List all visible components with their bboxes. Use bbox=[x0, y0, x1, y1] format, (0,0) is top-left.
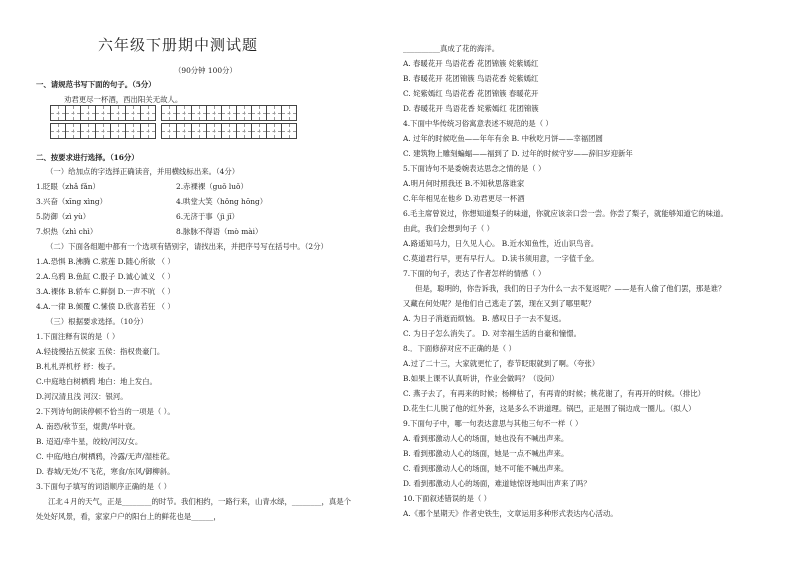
grid-cell bbox=[80, 123, 96, 139]
grid-cell bbox=[95, 105, 111, 121]
right-line-10: C.年年相见在他乡 D.劝君更尽一杯酒 bbox=[403, 194, 525, 203]
left-line-28: C. 中庭/地白/树栖鸦，冷露/无声/湿桂花。 bbox=[36, 452, 175, 461]
right-line-13: A.路遥知马力，日久见人心。 B.近水知鱼性，近山识鸟音。 bbox=[403, 239, 599, 248]
right-line-21: A.过了二十三，大家就更忙了，春节眨眼就到了啊。（夸张） bbox=[403, 359, 600, 368]
left-line-14: （二）下面各组题中都有一个选项有错别字，请找出来，并把序号写在括号中。（2分） bbox=[46, 242, 328, 251]
right-line-12: 由此，我们会想到句子（ ） bbox=[403, 224, 495, 233]
left-line-11: 6.无济于事（jì jǐ） bbox=[176, 212, 240, 221]
writing-grid bbox=[50, 105, 296, 141]
grid-cell bbox=[65, 105, 81, 121]
left-line-30: 3.下面句子填写的词语顺序正确的是（ ） bbox=[36, 482, 172, 491]
right-line-6: A. 过年的时候吃鱼——年年有余 B. 中秋吃月饼——幸福团圆 bbox=[403, 134, 603, 143]
grid-cell bbox=[110, 105, 126, 121]
left-line-23: C.中庭地白树栖鸦 地白：地上发白。 bbox=[36, 377, 157, 386]
right-line-24: D.花生仁儿脱了他的红外套，这是多么不讲道理。锅巴，正是围了锅边成一圈儿。（拟人） bbox=[403, 404, 696, 413]
right-line-27: B. 看到那激动人心的场面，她是一点不喊出声来。 bbox=[403, 449, 569, 458]
left-line-15: 1.A.恐惧 B.沸腾 C.萦莲 D.随心所欲 （ ） bbox=[36, 257, 175, 266]
grid-cell bbox=[125, 123, 141, 139]
grid-cell bbox=[266, 123, 282, 139]
grid-cell bbox=[251, 105, 267, 121]
grid-cell bbox=[236, 123, 252, 139]
grid-cell bbox=[140, 105, 156, 121]
left-line-25: 2.下列诗句朗读停顿不恰当的一项是（ ）。 bbox=[36, 407, 175, 416]
right-line-5: 4.下面中华传统习俗寓意表述不规范的是（ ） bbox=[403, 119, 553, 128]
grid-cell bbox=[65, 123, 81, 139]
left-line-4: 二、按要求进行选择。（16分） bbox=[36, 153, 139, 162]
left-line-9: 4.哄堂大笑（hǒng hōng） bbox=[176, 197, 268, 206]
left-line-5: （一）给加点的字选择正确读音，并用横线标出来。（4分） bbox=[46, 167, 240, 176]
grid-cell bbox=[50, 105, 66, 121]
right-line-19: C. 为日子怎么消失了。 D. 对幸福生活的自豪和憧憬。 bbox=[403, 329, 582, 338]
left-line-22: B.札札弄机杼 杼：梭子。 bbox=[36, 362, 121, 371]
grid-cell bbox=[110, 123, 126, 139]
grid-cell bbox=[95, 123, 111, 139]
grid-cell bbox=[176, 105, 192, 121]
grid-cell bbox=[140, 123, 156, 139]
grid-cell bbox=[236, 105, 252, 121]
left-line-19: （三）根据要求选择。（10分） bbox=[46, 317, 148, 326]
grid-cell bbox=[125, 105, 141, 121]
left-line-2: 一、请规范书写下面的句子。（5分） bbox=[36, 80, 156, 89]
left-line-13: 8.脉脉不得语（mò mài） bbox=[176, 227, 263, 236]
grid-cell bbox=[266, 105, 282, 121]
grid-cell bbox=[80, 105, 96, 121]
left-line-6: 1.眨眼（zhǎ fǎn） bbox=[36, 182, 100, 191]
left-line-17: 3.A.裸体 B.轿车 C.鲜倒 D.一声不吭 （ ） bbox=[36, 287, 175, 296]
right-line-26: A. 看到那激动人心的场面，她也没有不喊出声来。 bbox=[403, 434, 569, 443]
left-line-0: 六年级下册期中测试题 bbox=[98, 36, 259, 54]
right-line-8: 5.下面诗句不是委婉表达思念之情的是（ ） bbox=[403, 164, 546, 173]
right-line-22: B.如果上课不认真听讲，作业会做吗？（设问） bbox=[403, 374, 559, 383]
right-line-16: 但是，聪明的，你告诉我，我们的日子为什么一去不复返呢？——是有人偷了他们罢，那是谁？ bbox=[415, 284, 726, 293]
grid-cell bbox=[281, 123, 297, 139]
right-line-23: C. 燕子去了，有再来的时候；杨柳枯了，有再青的时候；桃花谢了，有再开的时候。（排比） bbox=[403, 389, 706, 398]
left-line-10: 5.防御（zì yù） bbox=[36, 212, 91, 221]
right-line-4: D. 春暖花开 鸟语花香 姹紫嫣红 花团锦簇 bbox=[403, 104, 539, 113]
left-line-7: 2.赤裸裸（guǒ luǒ） bbox=[176, 182, 248, 191]
grid-cell bbox=[206, 105, 222, 121]
left-line-16: 2.A.乌鸦 B.鱼缸 C.骰子 D.诚心诚义 （ ） bbox=[36, 272, 175, 281]
right-line-1: A. 春暖花开 鸟语花香 花团锦簇 姹紫嫣红 bbox=[403, 59, 539, 68]
grid-cell bbox=[191, 123, 207, 139]
right-line-7: C. 建筑物上雕刻蝙蝠——福到了 D. 过年的时候守岁——辞旧岁迎新年 bbox=[403, 149, 633, 158]
left-line-21: A.轻拢慢拈五侯家 五侯：指权贵豪门。 bbox=[36, 347, 165, 356]
left-line-20: 1.下面注释有误的是（ ） bbox=[36, 332, 120, 341]
grid-cell bbox=[251, 123, 267, 139]
right-line-29: D. 看到那激动人心的场面，难道她惊讶地叫出声来了吗？ bbox=[403, 479, 591, 488]
right-line-2: B. 春暖花开 花团锦簇 鸟语花香 姹紫嫣红 bbox=[403, 74, 539, 83]
left-line-3: 劝君更尽一杯酒，西出阳关无故人。 bbox=[64, 95, 183, 104]
right-line-15: 7.下面的句子，表达了作者怎样的情感（ ） bbox=[403, 269, 546, 278]
grid-cell bbox=[221, 123, 237, 139]
left-line-32: 处处好风景，看，家家户户的阳台上的鲜花也是______， bbox=[36, 512, 221, 521]
right-line-0: __________真成了花的海洋。 bbox=[403, 44, 500, 53]
grid-cell bbox=[176, 123, 192, 139]
right-line-25: 9.下面句子中，哪一句表达意思与其他三句不一样（ ） bbox=[403, 419, 583, 428]
left-line-26: A. 南恐/秋节至，焜黄/华叶衰。 bbox=[36, 422, 140, 431]
right-line-28: C. 看到那激动人心的场面，她不可能不喊出声来。 bbox=[403, 464, 569, 473]
grid-cell bbox=[191, 105, 207, 121]
grid-cell bbox=[206, 123, 222, 139]
left-line-31: 江北４月的天气，正是________的时节。我们相约，一路行来，山青水绿，________，真是个 bbox=[48, 497, 352, 506]
left-line-18: 4.A.一律 B.倾覆 C.愫偾 D.欣喜若狂 （ ） bbox=[36, 302, 175, 311]
right-line-11: 6.毛主席曾说过，你想知道梨子的味道，你就应该亲口尝一尝。你尝了梨子，就能够知道它的味道。 bbox=[403, 209, 728, 218]
right-line-18: A. 为日子消逝而烦恼。 B. 感叹日子一去不复返。 bbox=[403, 314, 566, 323]
right-line-14: C.莫道君行早，更有早行人。 D.读书须用意，一字值千金。 bbox=[403, 254, 599, 263]
right-line-9: A.明月何时照我还 B.不知秋思落谁家 bbox=[403, 179, 525, 188]
left-line-24: D.河汉清且浅 河汉：银河。 bbox=[36, 392, 128, 401]
grid-cell bbox=[221, 105, 237, 121]
left-line-1: （90分钟 100分） bbox=[174, 66, 237, 75]
left-line-29: D. 春城/无处/不飞花，寒食/东风/御柳斜。 bbox=[36, 467, 175, 476]
right-line-20: 8.．下面修辞对应不正确的是（ ） bbox=[403, 344, 516, 353]
grid-cell bbox=[161, 105, 177, 121]
grid-cell bbox=[281, 105, 297, 121]
right-line-31: A.《那个星期天》作者史铁生，文章运用多种形式表达内心活动。 bbox=[403, 509, 618, 518]
right-line-30: 10.下面叙述错误的是（ ） bbox=[403, 494, 492, 503]
left-line-12: 7.炽热（zhì chì） bbox=[36, 227, 98, 236]
right-line-3: C. 姹紫嫣红 鸟语花香 花团锦簇 春暖花开 bbox=[403, 89, 539, 98]
left-line-27: B. 迢迢/牵牛星，皎皎/河汉/女。 bbox=[36, 437, 143, 446]
right-line-17: 又藏在何处呢？是他们自己逃走了罢，现在又到了哪里呢？ bbox=[403, 299, 596, 308]
grid-cell bbox=[161, 123, 177, 139]
left-line-8: 3.兴奋（xīng xìng） bbox=[36, 197, 108, 206]
grid-cell bbox=[50, 123, 66, 139]
